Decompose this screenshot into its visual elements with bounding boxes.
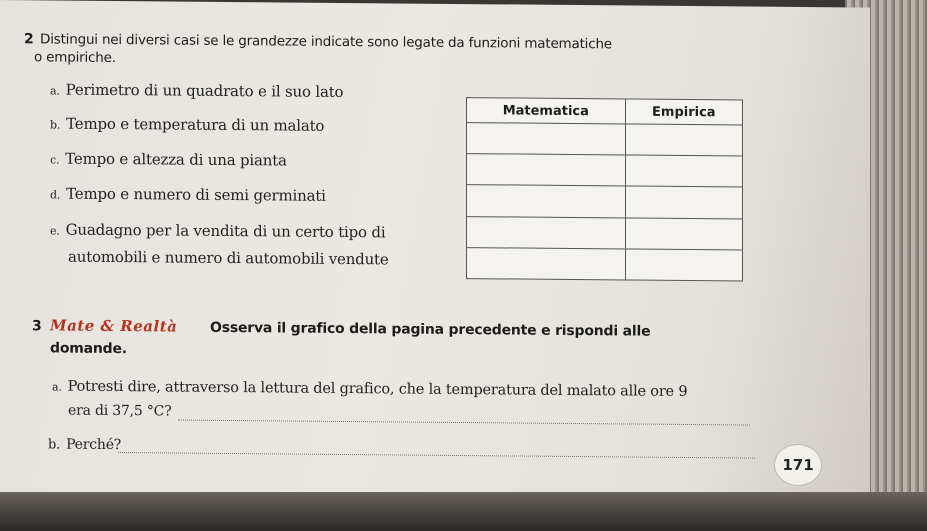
item-d-mark: d. <box>50 188 61 202</box>
mate-realta-label: Mate & Realtà <box>50 316 178 336</box>
item-d <box>50 184 326 204</box>
question-a-line2: era di 37,5 °C? <box>68 402 172 420</box>
table-cell[interactable] <box>625 186 742 218</box>
table-header-row <box>467 98 743 125</box>
table-cell[interactable] <box>625 155 742 187</box>
item-c <box>50 149 287 169</box>
page-number-badge <box>774 444 822 486</box>
question-b-mark: b. <box>48 437 61 453</box>
item-e-text-line2: automobili e numero di automobili vendute <box>68 247 389 269</box>
exercise-3-prompt-line1: Osserva il grafico della pagina precedente e rispondi alle <box>210 319 651 340</box>
exercise-2-prompt-line2: o empiriche. <box>34 49 116 67</box>
page-bottom-shadow <box>0 492 927 531</box>
item-c-mark: c. <box>50 153 60 167</box>
table-cell[interactable] <box>467 185 626 218</box>
answer-line-b[interactable] <box>118 452 755 459</box>
table-row <box>467 123 743 157</box>
item-b <box>50 114 324 134</box>
table-cell[interactable] <box>625 218 742 250</box>
item-e-continued <box>68 248 389 269</box>
header-empirica: Empirica <box>625 99 742 125</box>
answer-line-a[interactable] <box>178 420 750 426</box>
table-row <box>467 216 743 250</box>
table-cell[interactable] <box>625 124 742 156</box>
table-cell[interactable] <box>467 154 626 187</box>
item-e-text: Guadagno per la vendita di un certo tipo di <box>65 220 386 242</box>
table-cell[interactable] <box>625 249 742 281</box>
item-e <box>50 220 385 241</box>
table-row <box>467 185 743 219</box>
item-a-mark: a. <box>50 84 60 98</box>
item-a-text: Perimetro di un quadrato e il suo lato <box>65 80 344 101</box>
item-b-text: Tempo e temperatura di un malato <box>66 114 325 135</box>
exercise-3-number: 3 <box>32 318 42 335</box>
page-number: 171 <box>782 455 814 475</box>
item-b-mark: b. <box>50 118 61 132</box>
table-row <box>467 247 743 281</box>
table-cell[interactable] <box>467 216 626 249</box>
item-c-text: Tempo e altezza di una pianta <box>65 149 287 170</box>
table-cell[interactable] <box>467 247 626 280</box>
question-a-line1: Potresti dire, attraverso la lettura del grafico, che la temperatura del malato alle ore 9 <box>67 378 688 400</box>
question-a-continued <box>68 403 172 420</box>
exercise-2-prompt-line1: Distingui nei diversi casi se le grandezze indicate sono legate da funzioni matematiche <box>40 31 612 53</box>
question-b <box>48 436 121 453</box>
exercise-2-number: 2 <box>24 31 34 48</box>
question-a-mark: a. <box>52 380 62 394</box>
question-a <box>52 378 687 400</box>
item-d-text: Tempo e numero di semi germinati <box>66 184 326 205</box>
table-cell[interactable] <box>467 123 626 156</box>
item-e-mark: e. <box>50 224 60 238</box>
table-row <box>467 154 743 188</box>
question-b-text: Perché? <box>66 436 122 454</box>
item-a <box>50 80 343 101</box>
header-matematica: Matematica <box>467 98 626 124</box>
classification-table <box>466 97 743 281</box>
exercise-3-prompt-line2: domande. <box>50 340 127 358</box>
